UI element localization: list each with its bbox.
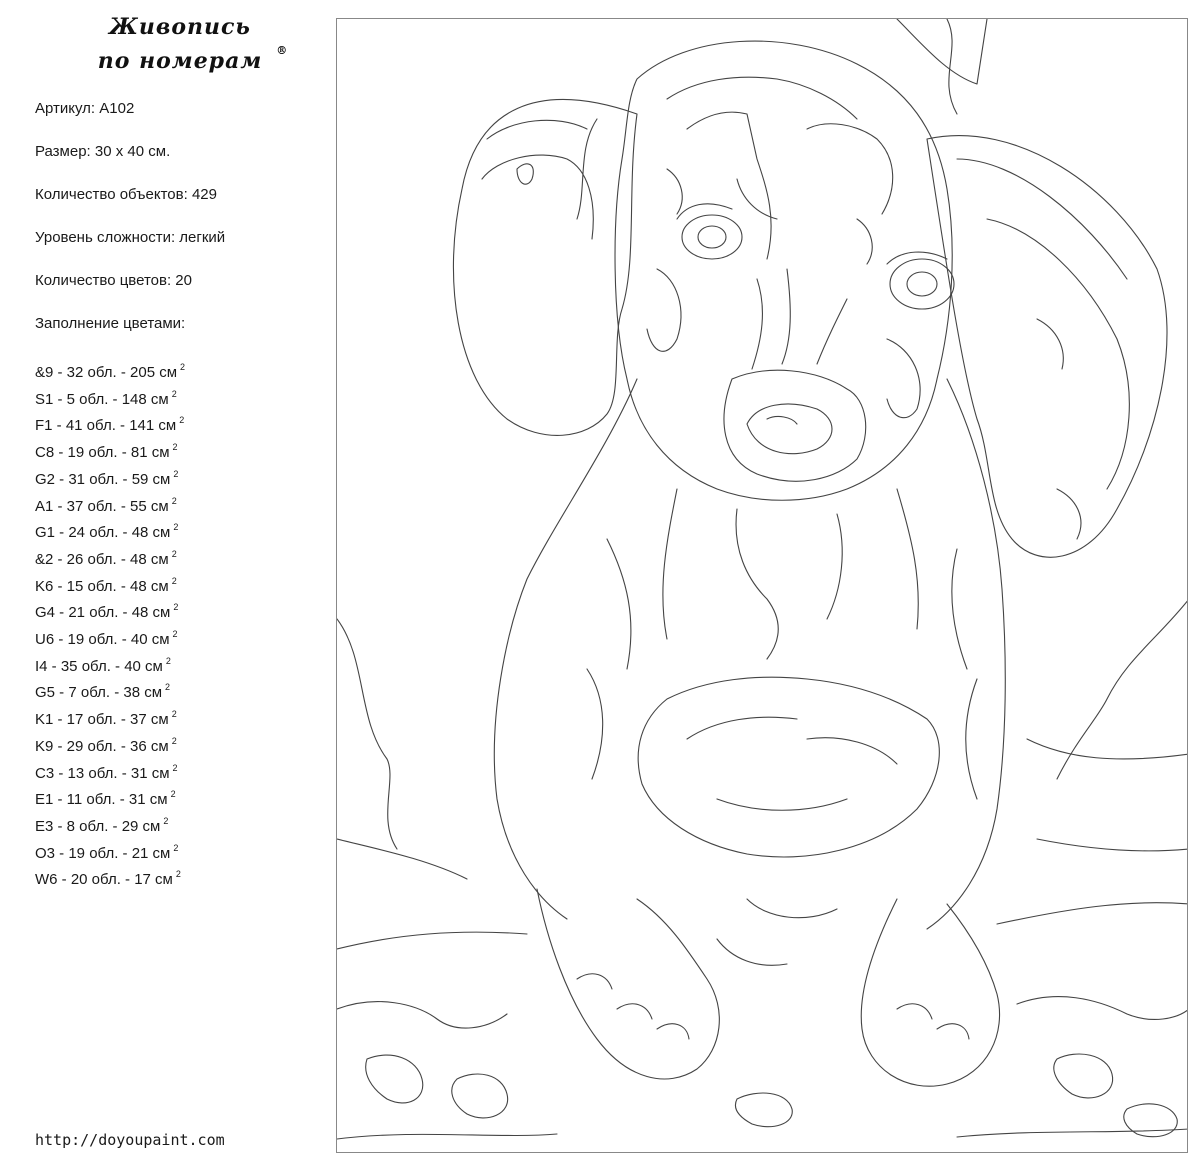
color-fill-item	[35, 758, 185, 785]
product-info	[35, 98, 225, 356]
square-unit-superscript: 2	[173, 522, 179, 533]
color-fill-item	[35, 437, 185, 464]
square-unit-superscript: 2	[172, 762, 178, 773]
colors-count-label: Количество цветов: 20	[35, 272, 192, 289]
color-fill-item	[35, 811, 185, 838]
dachshund-outline-art	[337, 19, 1188, 1153]
brand-title	[60, 10, 300, 78]
color-fill-text: S1 - 5 обл. - 148 см	[35, 390, 169, 408]
color-fill-item	[35, 571, 185, 598]
color-fill-list	[35, 357, 185, 891]
color-fill-text: C3 - 13 обл. - 31 см	[35, 764, 170, 782]
color-fill-text: E1 - 11 обл. - 31 см	[35, 791, 168, 809]
square-unit-superscript: 2	[173, 842, 179, 853]
color-fill-item	[35, 410, 185, 437]
color-fill-text: E3 - 8 обл. - 29 см	[35, 817, 161, 835]
color-fill-text: W6 - 20 обл. - 17 см	[35, 871, 173, 889]
square-unit-superscript: 2	[171, 548, 177, 559]
color-fill-item	[35, 544, 185, 571]
color-fill-item	[35, 677, 185, 704]
difficulty-label: Уровень сложности: легкий	[35, 229, 226, 246]
ground-line	[337, 932, 527, 949]
color-fill-item	[35, 517, 185, 544]
left-eye	[682, 215, 742, 259]
color-fill-text: &9 - 32 обл. - 205 см	[35, 364, 178, 381]
square-unit-superscript: 2	[180, 362, 186, 372]
snout-outline	[724, 370, 866, 481]
color-fill-text: G1 - 24 обл. - 48 см	[35, 524, 171, 542]
square-unit-superscript: 2	[179, 415, 185, 426]
square-unit-superscript: 2	[171, 709, 177, 720]
square-unit-superscript: 2	[171, 735, 177, 746]
chest-outline	[638, 677, 939, 857]
size-label: Размер: 30 х 40 см.	[35, 143, 171, 160]
color-fill-item	[35, 464, 185, 491]
article-label: Артикул: А102	[35, 100, 135, 117]
square-unit-superscript: 2	[173, 468, 179, 479]
color-fill-item	[35, 838, 185, 865]
square-unit-superscript: 2	[171, 388, 177, 399]
brand-line-2: по номерам	[97, 48, 263, 74]
color-fill-text: G4 - 21 обл. - 48 см	[35, 604, 171, 622]
color-fill-text: C8 - 19 обл. - 81 см	[35, 444, 170, 462]
color-fill-item	[35, 731, 185, 758]
color-fill-text: I4 - 35 обл. - 40 см	[35, 657, 163, 675]
color-fill-item	[35, 491, 185, 518]
color-fill-text: F1 - 41 обл. - 141 см	[35, 417, 177, 435]
color-fill-text: O3 - 19 обл. - 21 см	[35, 844, 171, 862]
square-unit-superscript: 2	[163, 815, 169, 826]
color-fill-text: A1 - 37 обл. - 55 см	[35, 497, 169, 515]
square-unit-superscript: 2	[165, 682, 171, 693]
color-fill-text: U6 - 19 обл. - 40 см	[35, 631, 170, 649]
head-outline	[615, 41, 952, 500]
website-link[interactable]: http://doyoupaint.com	[35, 1131, 225, 1149]
color-fill-item	[35, 597, 185, 624]
coloring-canvas	[336, 18, 1188, 1153]
square-unit-superscript: 2	[165, 655, 171, 666]
brand-line-2-wrap	[60, 44, 300, 78]
trademark-sign: ®	[276, 44, 289, 57]
left-ear-outline	[453, 100, 637, 436]
color-fill-text: &2 - 26 обл. - 48 см	[35, 550, 169, 568]
objects-count-label: Количество объектов: 429	[35, 186, 217, 203]
color-fill-item	[35, 357, 185, 384]
brand-line-1: Живопись	[109, 14, 251, 40]
color-fill-item	[35, 384, 185, 411]
nose	[747, 404, 832, 454]
color-fill-item	[35, 651, 185, 678]
square-unit-superscript: 2	[171, 495, 177, 506]
square-unit-superscript: 2	[170, 789, 176, 800]
background-top-shape	[897, 19, 987, 84]
color-fill-item	[35, 784, 185, 811]
color-fill-text: K1 - 17 обл. - 37 см	[35, 711, 169, 729]
color-fill-item	[35, 864, 185, 891]
fill-list-title: Заполнение цветами:	[35, 315, 186, 332]
square-unit-superscript: 2	[172, 442, 178, 453]
color-fill-text: G2 - 31 обл. - 59 см	[35, 470, 171, 488]
color-fill-item	[35, 624, 185, 651]
square-unit-superscript: 2	[172, 629, 178, 640]
right-eye	[890, 259, 954, 309]
right-ear-outline	[927, 136, 1167, 558]
color-fill-item	[35, 704, 185, 731]
square-unit-superscript: 2	[171, 575, 177, 586]
color-fill-text: K6 - 15 обл. - 48 см	[35, 577, 169, 595]
color-fill-text: G5 - 7 обл. - 38 см	[35, 684, 163, 702]
body-outline	[494, 379, 637, 919]
square-unit-superscript: 2	[175, 869, 181, 880]
square-unit-superscript: 2	[173, 602, 179, 613]
color-fill-text: K9 - 29 обл. - 36 см	[35, 737, 169, 755]
